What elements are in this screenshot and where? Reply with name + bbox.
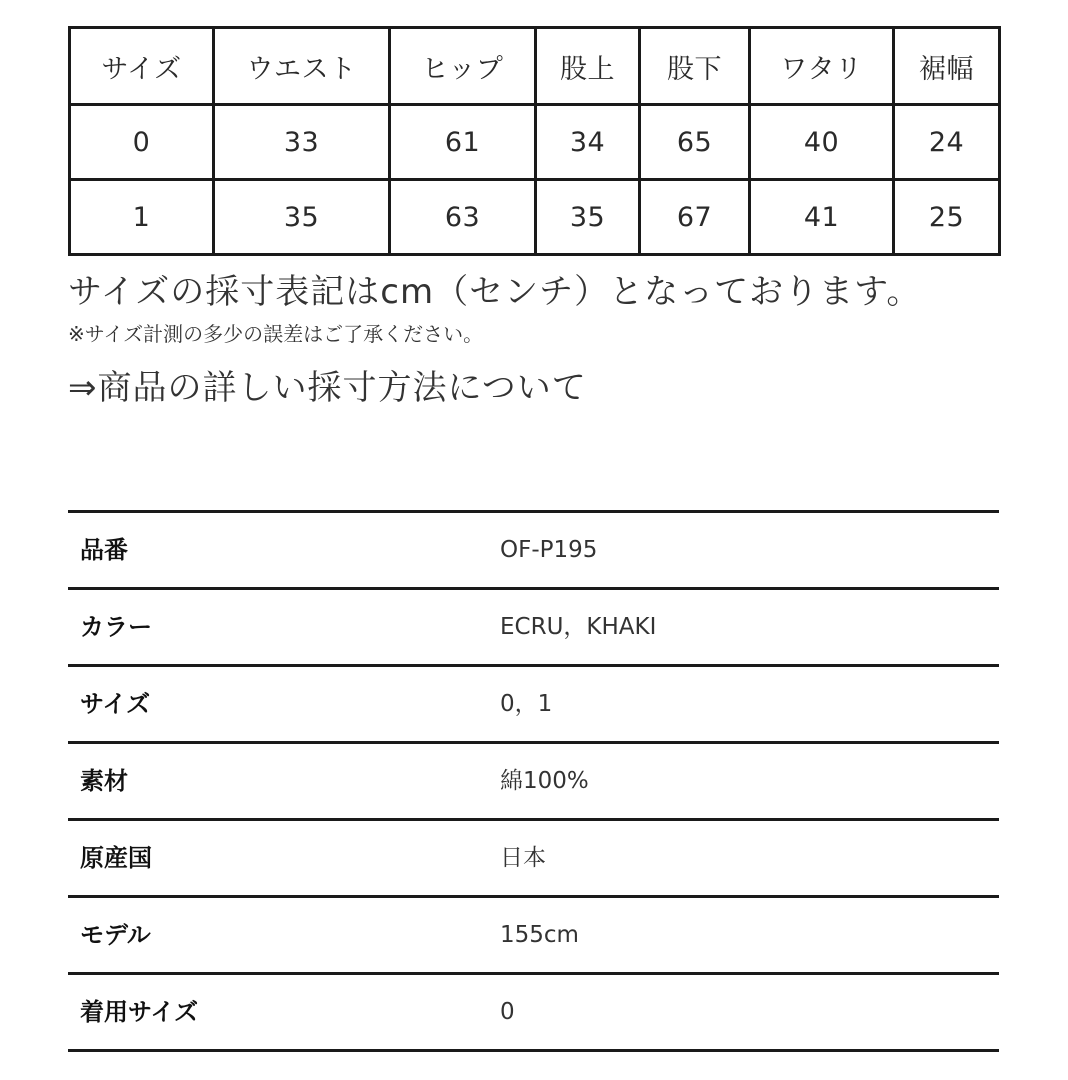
table-cell: 65 (640, 105, 750, 180)
size-table (68, 26, 1001, 256)
table-row (70, 105, 1000, 180)
spec-value: 155cm (500, 922, 579, 948)
measurement-method-link[interactable]: ⇒商品の詳しい採寸方法について (68, 368, 587, 408)
table-cell: 0 (70, 105, 214, 180)
spec-row-worn-size (68, 975, 999, 1052)
table-cell: 61 (390, 105, 536, 180)
header-thigh: ワタリ (750, 28, 894, 105)
spec-label: サイズ (80, 690, 151, 718)
table-cell: 34 (536, 105, 640, 180)
table-cell: 35 (214, 180, 390, 255)
table-cell: 35 (536, 180, 640, 255)
size-table-header-row (70, 28, 1000, 105)
spec-row-origin (68, 821, 999, 898)
spec-row-model (68, 898, 999, 975)
table-cell: 67 (640, 180, 750, 255)
header-size: サイズ (70, 28, 214, 105)
header-hem-width: 裾幅 (894, 28, 1000, 105)
spec-label: モデル (80, 921, 151, 949)
spec-value: 0，1 (500, 691, 553, 717)
spec-label: カラー (80, 613, 152, 641)
table-cell: 24 (894, 105, 1000, 180)
spec-row-material (68, 744, 999, 821)
table-cell: 25 (894, 180, 1000, 255)
header-rise: 股上 (536, 28, 640, 105)
spec-label: 品番 (80, 536, 128, 564)
table-cell: 63 (390, 180, 536, 255)
header-hip: ヒップ (390, 28, 536, 105)
table-cell: 41 (750, 180, 894, 255)
spec-list (68, 510, 999, 1052)
spec-value: 綿100% (500, 768, 589, 794)
spec-value: 0 (500, 999, 515, 1025)
table-cell: 33 (214, 105, 390, 180)
spec-label: 原産国 (80, 844, 152, 872)
table-row (70, 180, 1000, 255)
spec-value: OF-P195 (500, 537, 598, 563)
unit-note: サイズの採寸表記はcm（センチ）となっております。 (68, 272, 922, 312)
spec-row-color (68, 590, 999, 667)
header-waist: ウエスト (214, 28, 390, 105)
header-inseam: 股下 (640, 28, 750, 105)
table-cell: 40 (750, 105, 894, 180)
spec-value: 日本 (500, 845, 546, 871)
spec-row-item-number (68, 513, 999, 590)
spec-value: ECRU，KHAKI (500, 614, 657, 640)
spec-label: 素材 (80, 767, 128, 795)
measurement-error-note: ※サイズ計測の多少の誤差はご了承ください。 (68, 322, 484, 346)
spec-row-size (68, 667, 999, 744)
table-cell: 1 (70, 180, 214, 255)
spec-label: 着用サイズ (80, 998, 199, 1026)
